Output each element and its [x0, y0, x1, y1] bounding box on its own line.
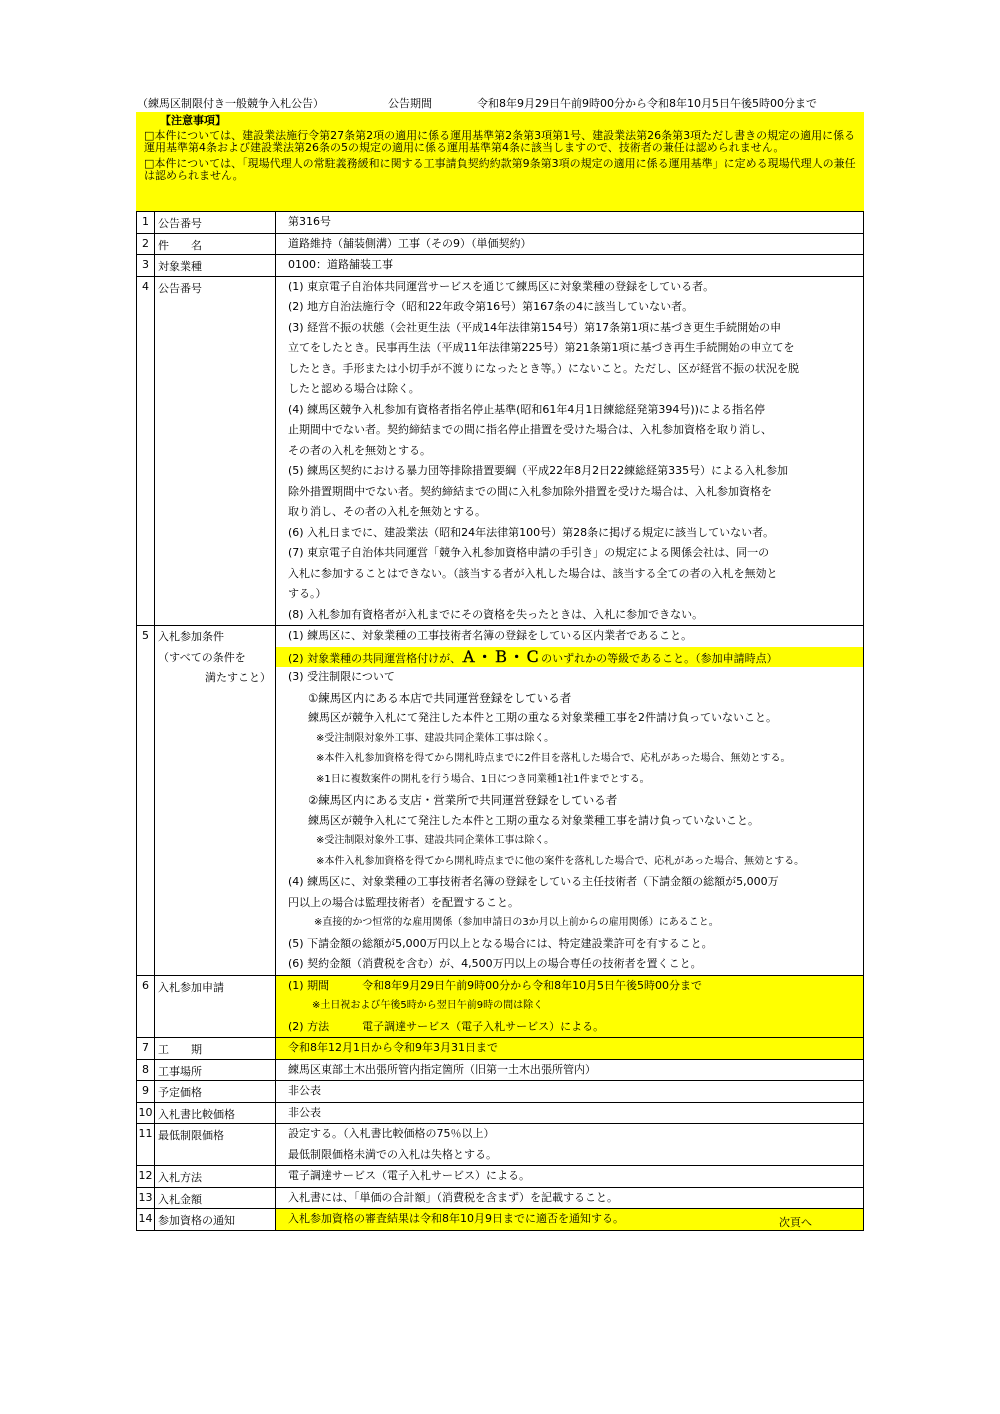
table-row [137, 212, 864, 234]
qualification-line: (8) 入札参加有資格者が入札までにその資格を失ったときは、入札に参加できない。 [288, 607, 704, 621]
row-label: 件 名 [155, 233, 276, 255]
table-row [137, 1081, 864, 1103]
qualification-line: 立てをしたとき。民事再生法（平成11年法律第225号）第21条第1項に基づき再生手続開始の申立てを [288, 341, 795, 354]
qualification-line: (1) 東京電子自治体共同運営サービスを通じて練馬区に対象業種の登録をしている者。 [288, 279, 715, 293]
row-label: 入札参加申請 [155, 975, 276, 1038]
application-note: ※土日祝および午後5時から翌日午前9時の間は除く [312, 1000, 544, 1011]
row-label: 入札金額 [155, 1187, 276, 1209]
next-page-label: 次頁へ [779, 1216, 812, 1229]
row-number: 5 [137, 626, 155, 976]
caution-paragraph-1: □本件については、建設業法施行令第27条第2項の適用に係る運用基準第2条第3項第1号、建設業法第26条第3項ただし書きの規定の適用に係る運用基準第4条および建設業法第26条の5の規定の適用に係る運用基準第4条に該当しますので、技術者の兼任は認められません。 [144, 128, 856, 154]
condition-note: ※1日に複数案件の開札を行う場合、1日につき同業種1社1件までとする。 [316, 773, 650, 785]
row-number: 1 [137, 212, 155, 234]
row-value: 0100：道路舗装工事 [288, 258, 393, 271]
announcement-header [137, 95, 857, 109]
row-label-sub: （すべての条件を [158, 650, 246, 664]
row-value: 非公表 [288, 1105, 321, 1119]
period-value: 令和8年9月29日午前9時00分から令和8年10月5日午後5時00分まで [477, 97, 817, 110]
table-row [137, 1102, 864, 1124]
row-value: 第316号 [288, 215, 331, 228]
table-row [137, 276, 864, 626]
qualification-line: その者の入札を無効とする。 [288, 443, 431, 457]
row-label-sub: 満たすこと） [205, 671, 271, 684]
row-number: 7 [137, 1038, 155, 1060]
qualification-line: (5) 練馬区契約における暴力団等排除措置要綱（平成22年8月2日22練総経第335号）による入札参加 [288, 464, 789, 477]
row-value: 入札参加資格の審査結果は令和8年10月9日までに適否を通知する。 [288, 1212, 624, 1225]
condition-note: ※本件入札参加資格を得てから開札時点までに2件目を落札した場合で、応札があった場合、無効とする。 [316, 753, 791, 764]
announcement-table [136, 211, 864, 1231]
caution-title: 【注意事項】 [160, 114, 226, 127]
row-label: 対象業種 [155, 255, 276, 277]
qualification-line: (6) 入札日までに、建設業法（昭和24年法律第100号）第28条に掲げる規定に該当していない者。 [288, 525, 775, 539]
qualification-line: したと認める場合は除く。 [288, 382, 420, 395]
row-value: 設定する。（入札書比較価格の75％以上） [288, 1127, 495, 1140]
condition-note: ※本件入札参加資格を得てから開札時点までに他の案件を落札した場合で、応札があった場合、無効とする。 [316, 855, 805, 867]
row-value: 道路維持（舗装側溝）工事（その9）（単価契約） [288, 236, 532, 250]
row-number: 14 [137, 1209, 155, 1231]
condition-note: ※受注制限対象外工事、建設共同企業体工事は除く。 [316, 732, 555, 744]
condition-line: ①練馬区内にある本店で共同運営登録をしている者 [308, 690, 572, 705]
row-label: 工事場所 [155, 1059, 276, 1081]
row-value: 入札書には、「単価の合計額」（消費税を含まず）を記載すること。 [288, 1190, 618, 1204]
row-value: 令和8年12月1日から令和9年3月31日まで [288, 1041, 498, 1054]
row-value: 非公表 [288, 1084, 321, 1097]
qualification-line: (4) 練馬区競争入札参加有資格者指名停止基準(昭和61年4月1日練総経発第394号))による指名停 [288, 402, 765, 416]
table-row [137, 233, 864, 255]
table-row [137, 1059, 864, 1081]
condition-line: (4) 練馬区に、対象業種の工事技術者名簿の登録をしている主任技術者（下請金額の総額が5,000万 [288, 875, 779, 888]
row-number: 2 [137, 233, 155, 255]
qualification-line: (3) 経営不振の状態（会社更生法（平成14年法律第154号）第17条第1項に基づき更生手続開始の申 [288, 320, 782, 334]
row-value: 練馬区東部土木出張所管内指定箇所（旧第一土木出張所管内） [288, 1062, 596, 1076]
qualification-line: 止期間中でない者。契約締結までの間に指名停止措置を受けた場合は、入札参加資格を取り消し、 [288, 423, 772, 436]
application-period: (1) 期間 令和8年9月29日午前9時00分から令和8年10月5日午後5時00分まで [288, 978, 703, 992]
condition-line: (1) 練馬区に、対象業種の工事技術者名簿の登録をしている区内業者であること。 [288, 629, 693, 642]
qualification-line: したとき。手形または小切手が不渡りになったとき等。）にないこと。ただし、区が経営不振の状況を脱 [288, 361, 800, 375]
notice-type: （練馬区制限付き一般競争入札公告） [137, 97, 324, 110]
row-number: 4 [137, 276, 155, 626]
condition-line: ②練馬区内にある支店・営業所で共同運営登録をしている者 [308, 793, 618, 807]
condition-line: (6) 契約金額（消費税を含む）が、4,500万円以上の場合専任の技術者を置くこと。 [288, 957, 702, 970]
qualification-line: (2) 地方自治法施行令（昭和22年政令第16号）第167条の4に該当していない者。 [288, 300, 694, 313]
table-row [137, 1038, 864, 1060]
qualification-line: 取り消し、その者の入札を無効とする。 [288, 505, 486, 518]
row-label: 公告番号 [155, 276, 276, 626]
row-number: 11 [137, 1124, 155, 1166]
row-label: 工 期 [155, 1038, 276, 1060]
condition-line: (3) 受注制限について [288, 670, 395, 683]
row-number: 8 [137, 1059, 155, 1081]
caution-notice [136, 112, 864, 211]
table-row [137, 1124, 864, 1166]
qualification-line: 除外措置期間中でない者。契約締結までの間に入札参加除外措置を受けた場合は、入札参加資格を [288, 484, 772, 498]
condition-line: 練馬区が競争入札にて発注した本件と工期の重なる対象業種工事を2件請け負っていないこと。 [308, 711, 777, 724]
row-number: 9 [137, 1081, 155, 1103]
period-label: 公告期間 [388, 97, 432, 110]
table-row [137, 626, 864, 976]
row-value: 最低制限価格未満での入札は失格とする。 [288, 1147, 497, 1161]
application-method: (2) 方法 電子調達サービス（電子入札サービス）による。 [288, 1019, 605, 1033]
row-value: 電子調達サービス（電子入札サービス）による。 [288, 1169, 530, 1182]
row-label: 入札書比較価格 [155, 1102, 276, 1124]
row-label: 最低制限価格 [155, 1124, 276, 1166]
caution-paragraph-2: □本件については、「現場代理人の常駐義務緩和に関する工事請負契約約款第9条第3項の規定の適用に係る運用基準」に定める現場代理人の兼任は認められません。 [144, 156, 856, 182]
condition-note: ※直接的かつ恒常的な雇用関係（参加申請日の3か月以上前からの雇用関係）にあること。 [314, 917, 719, 928]
row-label: 入札方法 [155, 1166, 276, 1188]
row-number: 3 [137, 255, 155, 277]
table-row [137, 255, 864, 277]
condition-line: (5) 下請金額の総額が5,000万円以上となる場合には、特定建設業許可を有すること。 [288, 936, 713, 950]
row-label: 公告番号 [155, 212, 276, 234]
row-label: 入札参加条件 [158, 630, 224, 643]
condition-note: ※受注制限対象外工事、建設共同企業体工事は除く。 [316, 835, 555, 846]
table-row [137, 1187, 864, 1209]
row-number: 12 [137, 1166, 155, 1188]
row-number: 13 [137, 1187, 155, 1209]
row-number: 6 [137, 975, 155, 1038]
condition-line: 円以上の場合は監理技術者）を配置すること。 [288, 895, 519, 909]
qualification-line: 入札に参加することはできない。（該当する者が入札した場合は、該当する全ての者の入札を無効と [288, 566, 778, 580]
qualification-line: する。） [288, 587, 327, 600]
table-row [137, 1209, 864, 1231]
row-label: 予定価格 [155, 1081, 276, 1103]
table-row [137, 1166, 864, 1188]
row-label: 参加資格の通知 [155, 1209, 276, 1231]
qualification-line: (7) 東京電子自治体共同運営「競争入札参加資格申請の手引き」の規定による関係会社は、同一の [288, 546, 770, 559]
table-row [137, 975, 864, 1038]
row-number: 10 [137, 1102, 155, 1124]
grade-condition-line: (2) 対象業種の共同運営格付けが、Ａ・Ｂ・Ｃのいずれかの等級であること。（参加申請時点） [276, 647, 863, 668]
condition-line: 練馬区が競争入札にて発注した本件と工期の重なる対象業種工事を請け負っていないこと。 [308, 813, 759, 827]
grade-letters: Ａ・Ｂ・Ｃ [461, 647, 542, 666]
